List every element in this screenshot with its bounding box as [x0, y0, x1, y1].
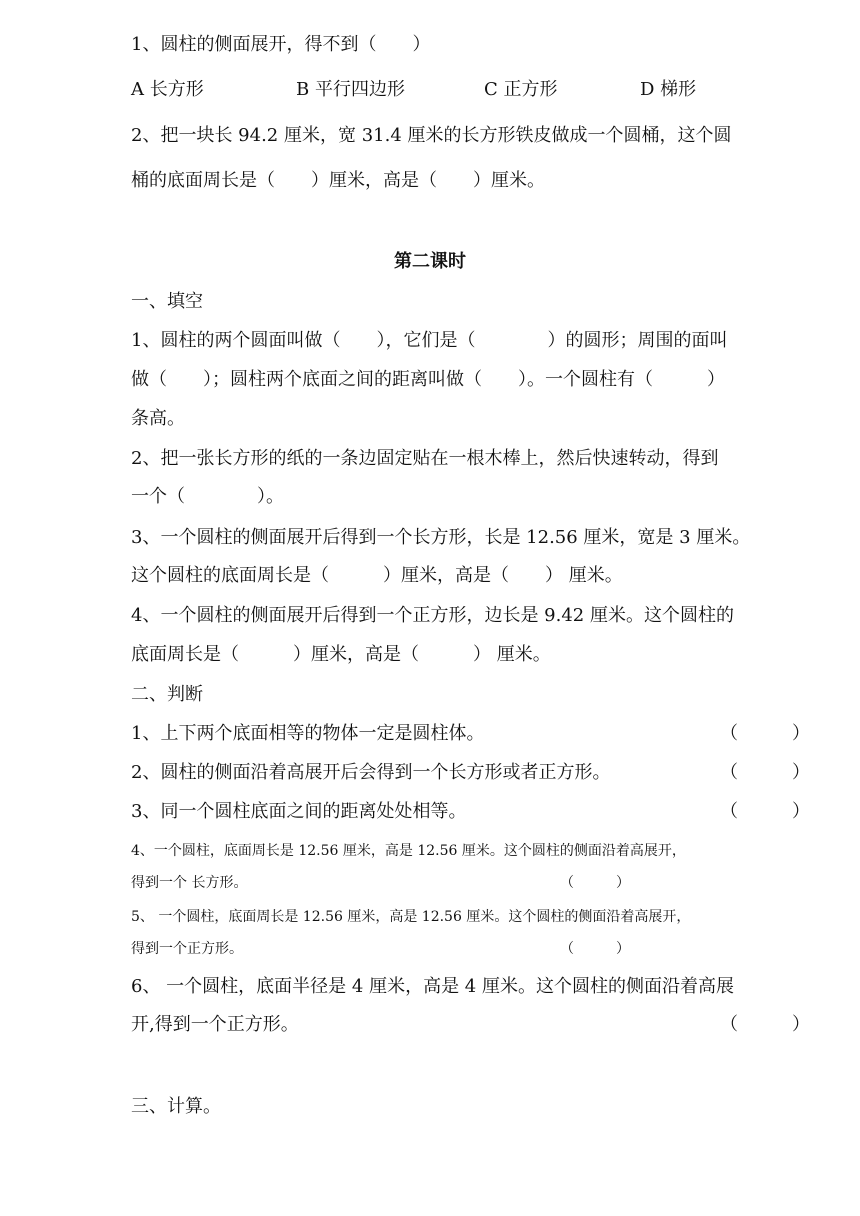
fill-q4-line-2: 底面周长是（ ）厘米，高是（ ） 厘米。 — [131, 644, 551, 665]
judge-q2-answer-blank: （ ） — [720, 762, 810, 783]
judge-q4-line-2: 得到一个 长方形。 — [131, 875, 248, 891]
fill-q3-line-1: 3、一个圆柱的侧面展开后得到一个长方形，长是 12.56 厘米，宽是 3 厘米。 — [131, 527, 751, 548]
judge-q3-text: 3、同一个圆柱底面之间的距离处处相等。 — [131, 801, 467, 822]
option-b: B 平行四边形 — [296, 79, 405, 100]
judge-q6-line-2: 开,得到一个正方形。 — [131, 1014, 299, 1035]
option-c: C 正方形 — [484, 79, 558, 100]
judge-q2-text: 2、圆柱的侧面沿着高展开后会得到一个长方形或者正方形。 — [131, 762, 611, 783]
section-1-heading: 一、填空 — [131, 291, 203, 312]
judge-q5-answer-blank: （ ） — [560, 941, 630, 957]
section-3-heading: 三、计算。 — [131, 1096, 221, 1117]
judge-q6-line-1: 6、 一个圆柱，底面半径是 4 厘米，高是 4 厘米。这个圆柱的侧面沿着高展 — [131, 976, 734, 997]
fill-q1-line-2: 做（ ）；圆柱两个底面之间的距离叫做（ ）。一个圆柱有（ ） — [131, 369, 725, 390]
judge-q1-text: 1、上下两个底面相等的物体一定是圆柱体。 — [131, 723, 485, 744]
judge-q6-answer-blank: （ ） — [720, 1014, 810, 1035]
judge-q5-line-1: 5、 一个圆柱，底面周长是 12.56 厘米，高是 12.56 厘米。这个圆柱的侧面沿着高展开， — [131, 909, 691, 925]
judge-q3-answer-blank: （ ） — [720, 801, 810, 822]
section-2-heading: 二、判断 — [131, 684, 203, 705]
question-2-line-2: 桶的底面周长是（ ）厘米，高是（ ）厘米。 — [131, 170, 545, 191]
fill-q4-line-1: 4、一个圆柱的侧面展开后得到一个正方形，边长是 9.42 厘米。这个圆柱的 — [131, 605, 734, 626]
fill-q2-line-1: 2、把一张长方形的纸的一条边固定贴在一根木棒上，然后快速转动，得到 — [131, 448, 719, 469]
judge-q5-line-2: 得到一个正方形。 — [131, 941, 243, 957]
question-2-line-1: 2、把一块长 94.2 厘米，宽 31.4 厘米的长方形铁皮做成一个圆桶，这个圆 — [131, 125, 732, 146]
question-1-text: 1、圆柱的侧面展开，得不到（ ） — [131, 34, 431, 55]
option-d: D 梯形 — [640, 79, 697, 100]
lesson-title: 第二课时 — [394, 251, 466, 272]
judge-q4-answer-blank: （ ） — [560, 875, 630, 891]
fill-q3-line-2: 这个圆柱的底面周长是（ ）厘米，高是（ ） 厘米。 — [131, 565, 623, 586]
fill-q1-line-3: 条高。 — [131, 408, 185, 429]
judge-q1-answer-blank: （ ） — [720, 723, 810, 744]
fill-q1-line-1: 1、圆柱的两个圆面叫做（ ），它们是（ ）的圆形；周围的面叫 — [131, 330, 728, 351]
fill-q2-line-2: 一个（ ）。 — [131, 486, 284, 507]
judge-q4-line-1: 4、一个圆柱，底面周长是 12.56 厘米，高是 12.56 厘米。这个圆柱的侧面沿着高展开， — [131, 843, 686, 859]
option-a: A 长方形 — [131, 79, 204, 100]
